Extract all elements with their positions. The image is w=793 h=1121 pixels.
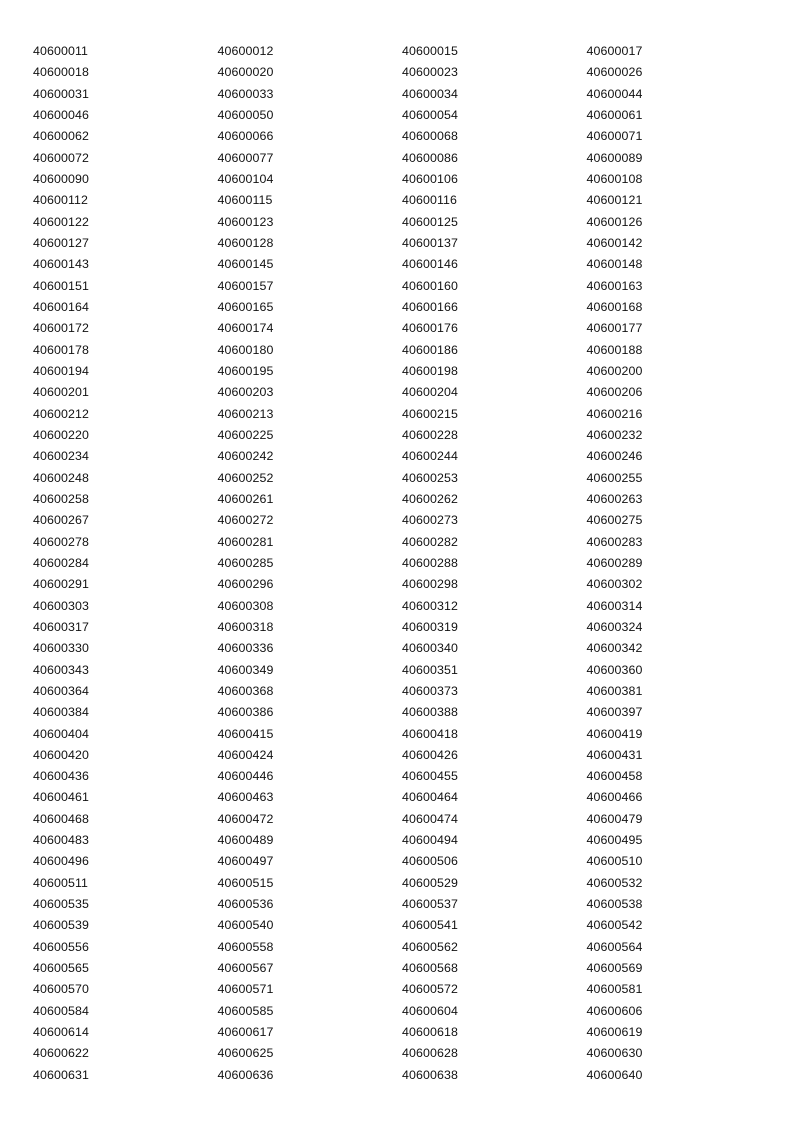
number-cell: 40600194: [33, 363, 89, 378]
number-cell: 40600206: [586, 385, 643, 400]
number-cell: 40600148: [586, 257, 643, 272]
number-cell: 40600246: [586, 449, 643, 464]
number-cell: 40600571: [217, 982, 274, 997]
number-cell: 40600068: [402, 129, 458, 144]
number-cell: 40600123: [217, 214, 274, 229]
number-cell: 40600489: [217, 833, 274, 848]
number-cell: 40600317: [33, 619, 89, 634]
number-cell: 40600562: [402, 939, 458, 954]
number-cell: 40600496: [33, 854, 89, 869]
number-cell: 40600213: [217, 406, 274, 421]
number-cell: 40600436: [33, 769, 89, 784]
number-cell: 40600288: [402, 555, 458, 570]
number-cell: 40600532: [586, 875, 643, 890]
number-cell: 40600404: [33, 726, 89, 741]
number-cell: 40600180: [217, 342, 274, 357]
number-cell: 40600497: [217, 854, 274, 869]
number-cell: 40600567: [217, 961, 274, 976]
number-cell: 40600125: [402, 214, 458, 229]
number-cell: 40600195: [217, 363, 274, 378]
number-cell: 40600061: [586, 107, 643, 122]
number-cell: 40600540: [217, 918, 274, 933]
number-cell: 40600172: [33, 321, 89, 336]
number-cell: 40600122: [33, 214, 89, 229]
number-cell: 40600640: [586, 1067, 643, 1082]
number-cell: 40600303: [33, 598, 89, 613]
number-cell: 40600388: [402, 705, 458, 720]
number-cell: 40600424: [217, 747, 274, 762]
number-cell: 40600198: [402, 363, 458, 378]
number-cell: 40600255: [586, 470, 643, 485]
number-cell: 40600108: [586, 171, 643, 186]
number-cell: 40600298: [402, 577, 458, 592]
number-cell: 40600044: [586, 86, 643, 101]
number-cell: 40600160: [402, 278, 458, 293]
number-cell: 40600535: [33, 897, 89, 912]
number-cell: 40600584: [33, 1003, 89, 1018]
number-cell: 40600143: [33, 257, 89, 272]
number-cell: 40600455: [402, 769, 458, 784]
number-cell: 40600090: [33, 171, 89, 186]
number-cell: 40600046: [33, 107, 89, 122]
number-cell: 40600511: [33, 875, 89, 890]
number-cell: 40600275: [586, 513, 643, 528]
number-cell: 40600178: [33, 342, 89, 357]
number-cell: 40600463: [217, 790, 274, 805]
number-cell: 40600581: [586, 982, 643, 997]
number-cell: 40600165: [217, 299, 274, 314]
number-cell: 40600556: [33, 939, 89, 954]
number-cell: 40600077: [217, 150, 274, 165]
number-cell: 40600151: [33, 278, 89, 293]
number-cell: 40600072: [33, 150, 89, 165]
number-cell: 40600071: [586, 129, 643, 144]
number-cell: 40600506: [402, 854, 458, 869]
number-cell: 40600360: [586, 662, 643, 677]
number-cell: 40600604: [402, 1003, 458, 1018]
number-cell: 40600565: [33, 961, 89, 976]
number-cell: 40600031: [33, 86, 89, 101]
number-cell: 40600115: [217, 193, 273, 208]
number-cell: 40600343: [33, 662, 89, 677]
number-cell: 40600474: [402, 811, 458, 826]
number-cell: 40600106: [402, 171, 458, 186]
number-cell: 40600127: [33, 235, 89, 250]
number-grid: [33, 41, 773, 1086]
number-cell: 40600420: [33, 747, 89, 762]
number-cell: 40600212: [33, 406, 89, 421]
number-cell: 40600121: [586, 193, 643, 208]
number-cell: 40600020: [217, 65, 274, 80]
number-cell: 40600252: [217, 470, 274, 485]
number-cell: 40600289: [586, 555, 643, 570]
number-cell: 40600426: [402, 747, 458, 762]
number-cell: 40600614: [33, 1025, 89, 1040]
number-cell: 40600146: [402, 257, 458, 272]
number-cell: 40600483: [33, 833, 89, 848]
number-cell: 40600263: [586, 491, 643, 506]
number-cell: 40600283: [586, 534, 643, 549]
number-cell: 40600538: [586, 897, 643, 912]
number-cell: 40600458: [586, 769, 643, 784]
number-cell: 40600631: [33, 1067, 89, 1082]
number-cell: 40600585: [217, 1003, 274, 1018]
number-cell: 40600542: [586, 918, 643, 933]
number-cell: 40600431: [586, 747, 643, 762]
number-cell: 40600248: [33, 470, 89, 485]
number-cell: 40600253: [402, 470, 458, 485]
number-cell: 40600569: [586, 961, 643, 976]
number-cell: 40600034: [402, 86, 458, 101]
number-cell: 40600572: [402, 982, 458, 997]
number-cell: 40600318: [217, 619, 274, 634]
number-cell: 40600342: [586, 641, 643, 656]
number-cell: 40600419: [586, 726, 643, 741]
number-cell: 40600234: [33, 449, 89, 464]
number-cell: 40600619: [586, 1025, 643, 1040]
number-cell: 40600373: [402, 683, 458, 698]
number-cell: 40600012: [217, 44, 274, 58]
number-cell: 40600128: [217, 235, 274, 250]
number-cell: 40600177: [586, 321, 643, 336]
number-cell: 40600273: [402, 513, 458, 528]
number-cell: 40600054: [402, 107, 458, 122]
number-cell: 40600638: [402, 1067, 458, 1082]
number-cell: 40600116: [402, 193, 458, 208]
number-cell: 40600204: [402, 385, 458, 400]
number-cell: 40600261: [217, 491, 274, 506]
number-cell: 40600541: [402, 918, 458, 933]
number-cell: 40600163: [586, 278, 643, 293]
number-cell: 40600461: [33, 790, 89, 805]
number-cell: 40600472: [217, 811, 274, 826]
number-cell: 40600186: [402, 342, 458, 357]
number-cell: 40600168: [586, 299, 643, 314]
number-cell: 40600228: [402, 427, 458, 442]
number-cell: 40600319: [402, 619, 458, 634]
number-cell: 40600137: [402, 235, 458, 250]
number-cell: 40600232: [586, 427, 643, 442]
number-cell: 40600529: [402, 875, 458, 890]
number-cell: 40600201: [33, 385, 89, 400]
number-cell: 40600142: [586, 235, 643, 250]
number-cell: 40600622: [33, 1046, 89, 1061]
number-cell: 40600242: [217, 449, 274, 464]
number-cell: 40600017: [586, 44, 643, 58]
number-cell: 40600203: [217, 385, 274, 400]
number-cell: 40600200: [586, 363, 643, 378]
number-cell: 40600324: [586, 619, 643, 634]
number-cell: 40600570: [33, 982, 89, 997]
number-cell: 40600368: [217, 683, 274, 698]
number-cell: 40600628: [402, 1046, 458, 1061]
number-cell: 40600606: [586, 1003, 643, 1018]
number-cell: 40600495: [586, 833, 643, 848]
number-cell: 40600381: [586, 683, 643, 698]
number-cell: 40600510: [586, 854, 643, 869]
number-cell: 40600089: [586, 150, 643, 165]
number-cell: 40600466: [586, 790, 643, 805]
number-cell: 40600157: [217, 278, 274, 293]
number-cell: 40600386: [217, 705, 274, 720]
number-cell: 40600176: [402, 321, 458, 336]
number-cell: 40600023: [402, 65, 458, 80]
number-cell: 40600086: [402, 150, 458, 165]
number-cell: 40600464: [402, 790, 458, 805]
number-cell: 40600291: [33, 577, 89, 592]
number-cell: 40600351: [402, 662, 458, 677]
number-cell: 40600104: [217, 171, 274, 186]
number-cell: 40600536: [217, 897, 274, 912]
number-cell: 40600166: [402, 299, 458, 314]
number-cell: 40600330: [33, 641, 89, 656]
number-cell: 40600340: [402, 641, 458, 656]
number-cell: 40600188: [586, 342, 643, 357]
number-cell: 40600630: [586, 1046, 643, 1061]
number-cell: 40600314: [586, 598, 643, 613]
number-cell: 40600494: [402, 833, 458, 848]
number-cell: 40600564: [586, 939, 643, 954]
number-cell: 40600515: [217, 875, 274, 890]
number-cell: 40600558: [217, 939, 274, 954]
number-cell: 40600262: [402, 491, 458, 506]
number-cell: 40600164: [33, 299, 89, 314]
number-cell: 40600145: [217, 257, 274, 272]
number-cell: 40600539: [33, 918, 89, 933]
number-cell: 40600349: [217, 662, 274, 677]
number-cell: 40600244: [402, 449, 458, 464]
number-cell: 40600112: [33, 193, 89, 208]
number-cell: 40600636: [217, 1067, 274, 1082]
number-cell: 40600285: [217, 555, 274, 570]
number-cell: 40600066: [217, 129, 274, 144]
number-cell: 40600126: [586, 214, 643, 229]
number-cell: 40600364: [33, 683, 89, 698]
number-cell: 40600397: [586, 705, 643, 720]
number-cell: 40600281: [217, 534, 274, 549]
number-cell: 40600018: [33, 65, 89, 80]
number-cell: 40600537: [402, 897, 458, 912]
number-cell: 40600258: [33, 491, 89, 506]
number-cell: 40600174: [217, 321, 274, 336]
number-cell: 40600282: [402, 534, 458, 549]
number-cell: 40600026: [586, 65, 643, 80]
number-cell: 40600216: [586, 406, 643, 421]
number-cell: 40600384: [33, 705, 89, 720]
number-cell: 40600225: [217, 427, 274, 442]
number-cell: 40600617: [217, 1025, 274, 1040]
number-cell: 40600015: [402, 44, 458, 58]
number-cell: 40600418: [402, 726, 458, 741]
number-cell: 40600050: [217, 107, 274, 122]
number-cell: 40600011: [33, 44, 89, 58]
number-cell: 40600308: [217, 598, 274, 613]
number-cell: 40600446: [217, 769, 274, 784]
number-cell: 40600062: [33, 129, 89, 144]
number-cell: 40600312: [402, 598, 458, 613]
number-cell: 40600278: [33, 534, 89, 549]
number-cell: 40600033: [217, 86, 274, 101]
number-cell: 40600284: [33, 555, 89, 570]
number-cell: 40600272: [217, 513, 274, 528]
number-cell: 40600267: [33, 513, 89, 528]
number-cell: 40600336: [217, 641, 274, 656]
number-cell: 40600618: [402, 1025, 458, 1040]
number-cell: 40600468: [33, 811, 89, 826]
number-cell: 40600479: [586, 811, 643, 826]
number-cell: 40600215: [402, 406, 458, 421]
number-cell: 40600220: [33, 427, 89, 442]
number-cell: 40600415: [217, 726, 274, 741]
number-cell: 40600568: [402, 961, 458, 976]
number-cell: 40600302: [586, 577, 643, 592]
number-cell: 40600296: [217, 577, 274, 592]
number-cell: 40600625: [217, 1046, 274, 1061]
